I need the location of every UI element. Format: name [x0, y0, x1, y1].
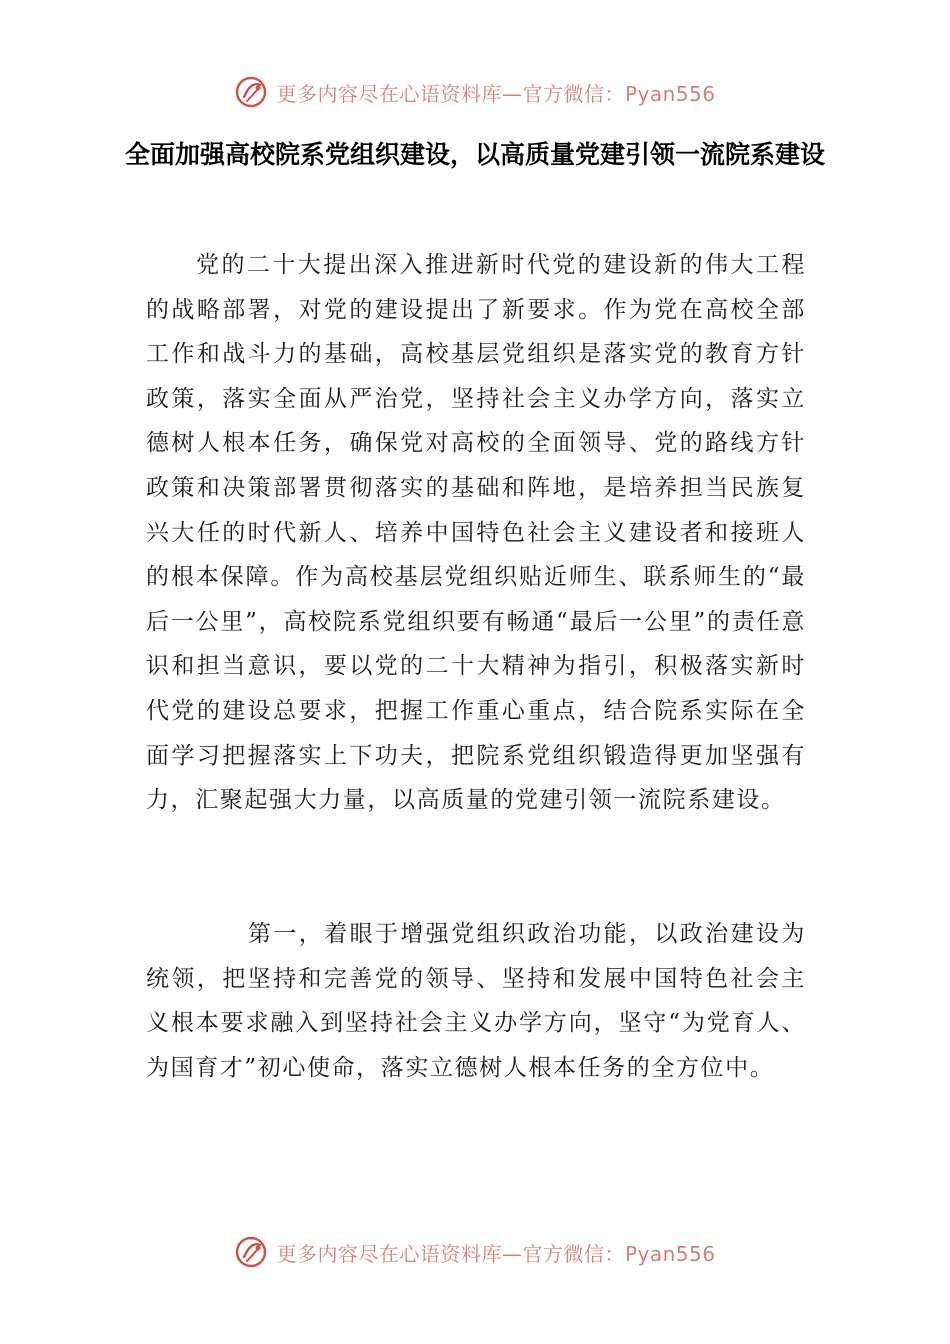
- watermark-text: 更多内容尽在心语资料库—官方微信：Pyan556: [276, 81, 716, 106]
- body-paragraph-2: 第一，着眼于增强党组织政治功能，以政治建设为统领，把坚持和完善党的领导、坚持和发展中国特色社会主义根本要求融入到坚持社会主义办学方向，坚守“为党育人、为国育才”初心使命，落实立德树人根本任务的全方位中。: [146, 921, 806, 1081]
- page-title: 全面加强高校院系党组织建设，以高质量党建引领一流院系建设: [124, 140, 825, 169]
- watermark-header: [0, 72, 950, 112]
- body-paragraph-1: 党的二十大提出深入推进新时代党的建设新的伟大工程的战略部署，对党的建设提出了新要求。作为党在高校全部工作和战斗力的基础，高校基层党组织是落实党的教育方针政策，落实全面从严治党，坚持社会主义办学方向，落实立德树人根本任务，确保党对高校的全面领导、党的路线方针政策和决策部署贯彻落实的基础和阵地，是培养担当民族复兴大任的时代新人、培养中国特色社会主义建设者和接班人的根本保障。作为高校基层党组织贴近师生、联系师生的“最后一公里”，高校院系党组织要有畅通“最后一公里”的责任意识和担当意识，要以党的二十大精神为指引，积极落实新时代党的建设总要求，把握工作重心重点，结合院系实际在全面学习把握落实上下功夫，把院系党组织锻造得更加坚强有力，汇聚起强大力量，以高质量的党建引领一流院系建设。: [146, 252, 806, 814]
- watermark-footer: [0, 1232, 950, 1272]
- library-logo-icon: [234, 1235, 268, 1269]
- library-logo-icon: [234, 75, 268, 109]
- watermark-text: 更多内容尽在心语资料库—官方微信：Pyan556: [276, 1241, 716, 1266]
